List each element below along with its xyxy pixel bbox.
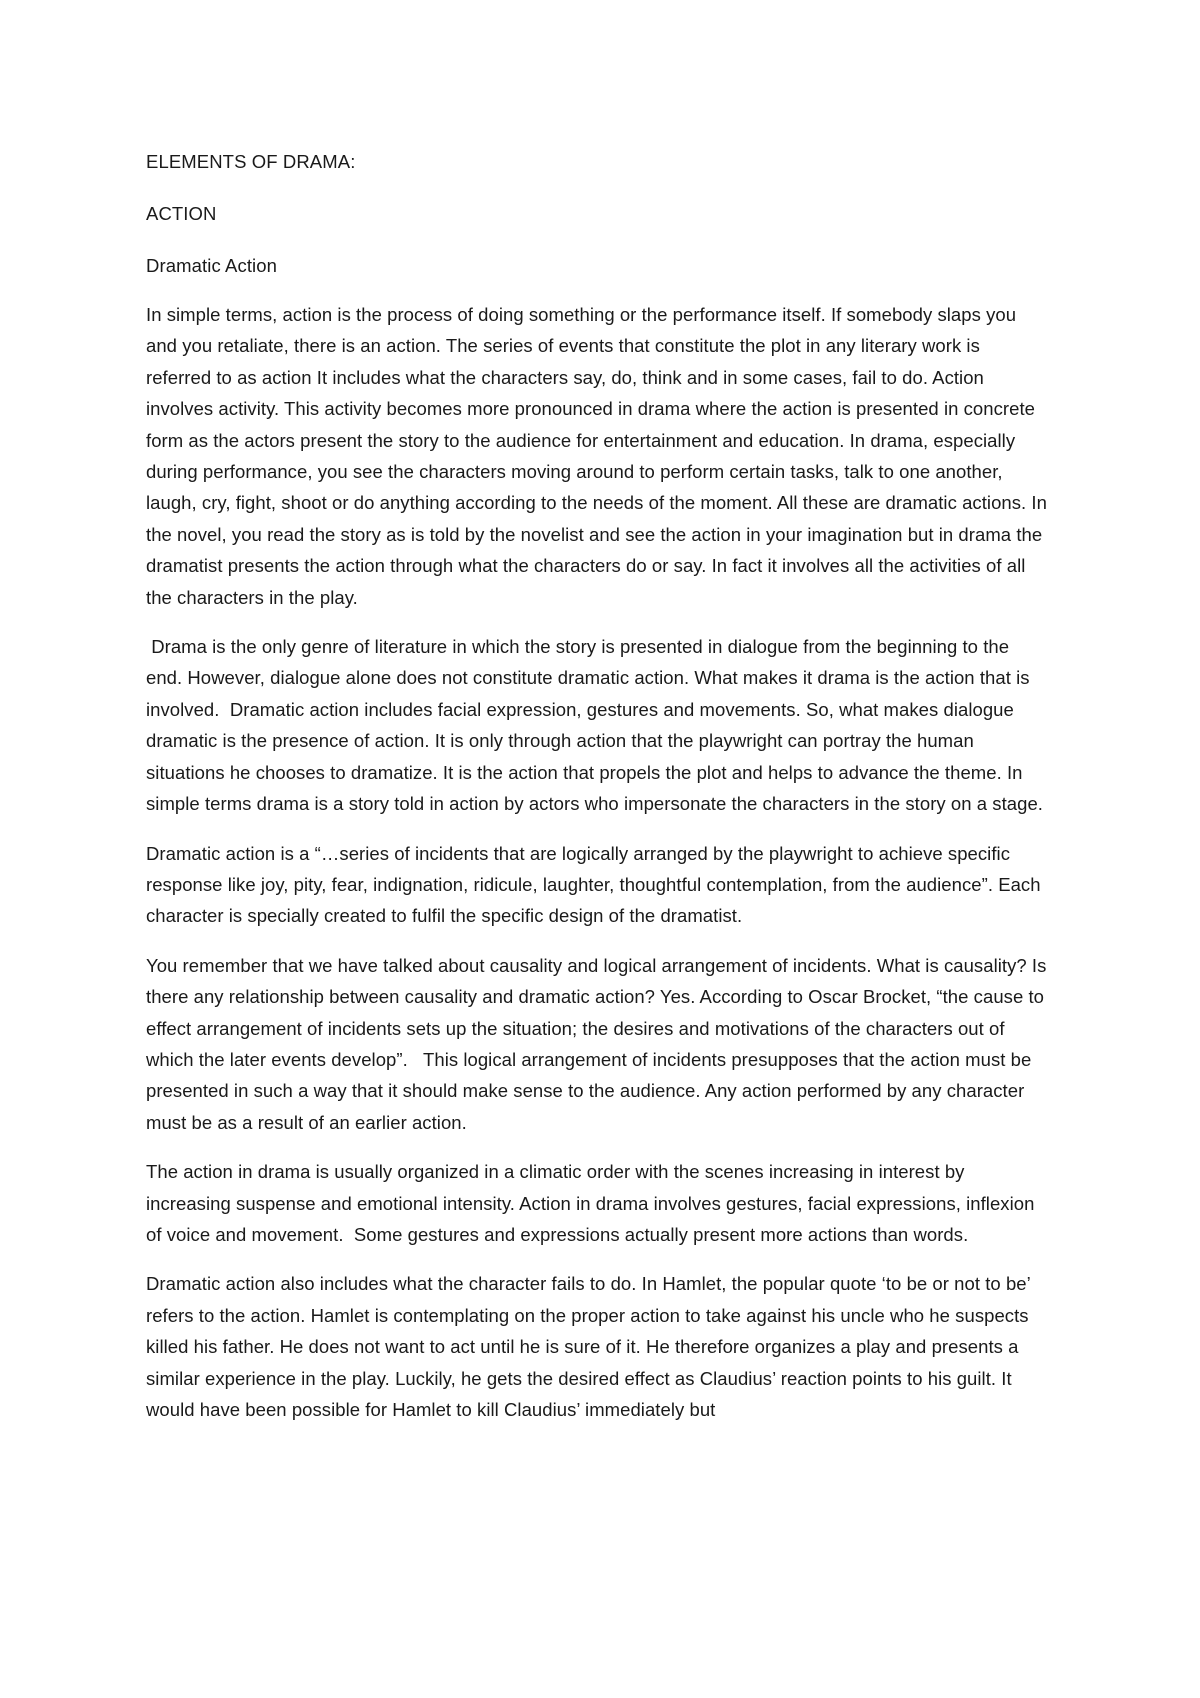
section-heading: ACTION: [146, 203, 217, 224]
paragraph: The action in drama is usually organized in a climatic order with the scenes increasing in interest by increasing suspense and emotional intensity. Action in drama involves gestures, facial expressions, inflexion of voice and movement. Some gestures and expressions actually present more actions than words.: [146, 1161, 1040, 1245]
paragraph: Dramatic action also includes what the character fails to do. In Hamlet, the popular quote ‘to be or not to be’ refers to the action. Hamlet is contemplating on the proper action to take against his uncle who he suspects killed his father. He does not want to act until he is sure of it. He therefore organizes a play and presents a similar experience in the play. Luckily, he gets the desired effect as Claudius’ reaction points to his guilt. It would have been possible for Hamlet to kill Claudius’ immediately but: [146, 1273, 1031, 1420]
paragraph: Drama is the only genre of literature in which the story is presented in dialogue from the beginning to the end. However, dialogue alone does not constitute dramatic action. What makes it drama is the action that is involved. Dramatic action includes facial expression, gestures and movements. So, what makes dialogue dramatic is the presence of action. It is only through action that the playwright can portray the human situations he chooses to dramatize. It is the action that propels the plot and helps to advance the theme. In simple terms drama is a story told in action by actors who impersonate the characters in the story on a stage.: [146, 636, 1043, 815]
paragraph: You remember that we have talked about causality and logical arrangement of incidents. What is causality? Is there any relationship between causality and dramatic action? Yes. According to Oscar Brocket, “the cause to effect arrangement of incidents sets up the situation; the desires and motivations of the characters out of which the later events develop”. This logical arrangement of incidents presupposes that the action must be presented in such a way that it should make sense to the audience. Any action performed by any character must be as a result of an earlier action.: [146, 954, 1052, 1133]
paragraph: In simple terms, action is the process of doing something or the performance itself. If somebody slaps you and you retaliate, there is an action. The series of events that constitute the plot in any literary work is referred to as action It includes what the characters say, do, think and in some cases, fail to do. Action involves activity. This activity becomes more pronounced in drama where the action is presented in concrete form as the actors present the story to the audience for entertainment and education. In drama, especially during performance, you see the characters moving around to perform certain tasks, talk to one another, laugh, cry, fight, shoot or do anything according to the needs of the moment. All these are dramatic actions. In the novel, you read the story as is told by the novelist and see the action in your imagination but in drama the dramatist presents the action through what the characters do or say. In fact it involves all the activities of all the characters in the play.: [146, 304, 1047, 608]
document-title: ELEMENTS OF DRAMA:: [146, 151, 356, 172]
subsection-heading: Dramatic Action: [146, 255, 278, 276]
paragraph: Dramatic action is a “…series of incidents that are logically arranged by the playwright to achieve specific response like joy, pity, fear, indignation, ridicule, laughter, thoughtful contemplation, from the audience”. Each character is specially created to fulfil the specific design of the dramatist.: [146, 842, 1041, 927]
